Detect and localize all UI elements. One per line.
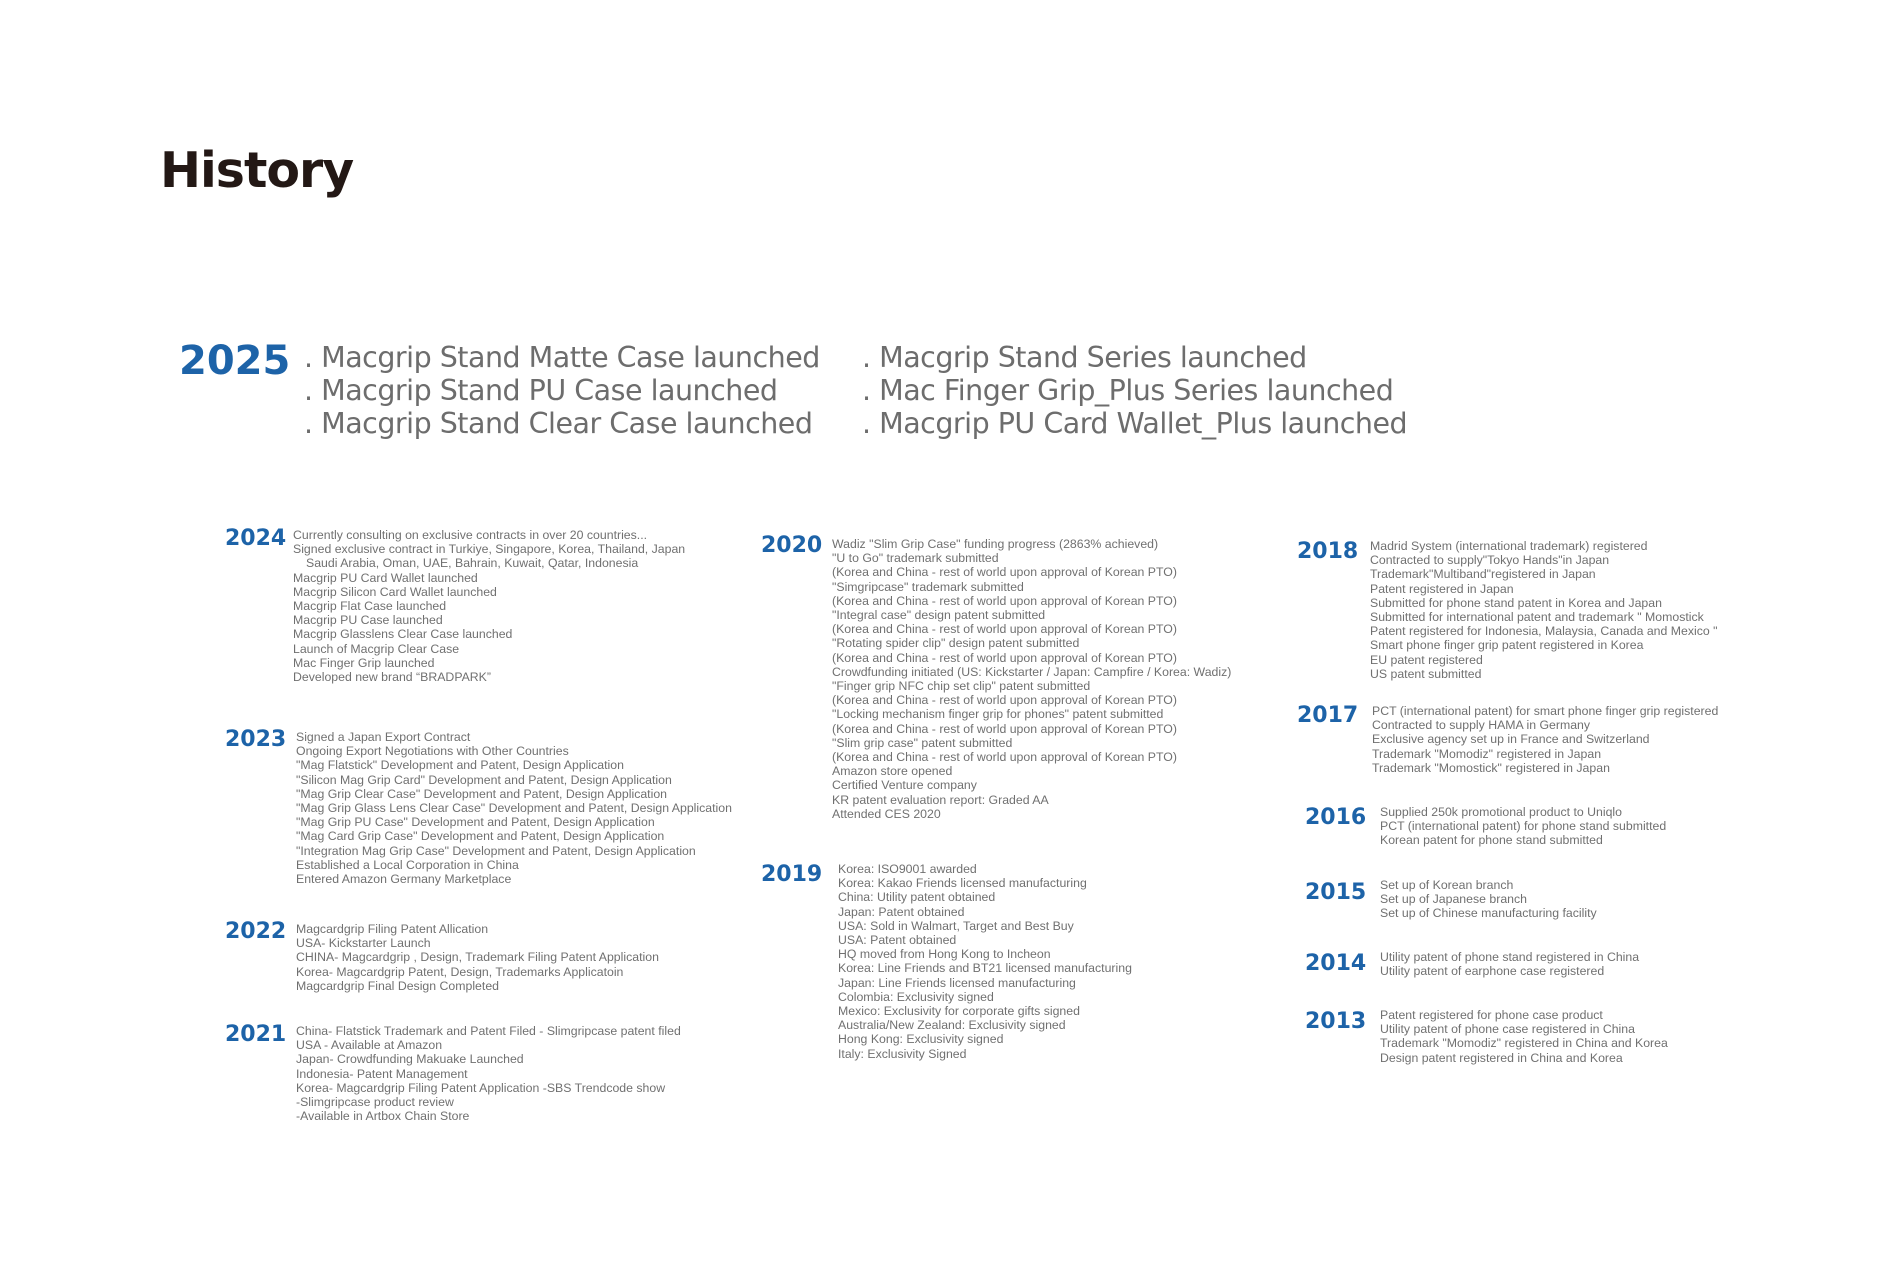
event-item: (Korea and China - rest of world upon approval of Korean PTO) xyxy=(832,622,1177,637)
event-item: Indonesia- Patent Management xyxy=(296,1066,468,1081)
event-item: Japan: Patent obtained xyxy=(838,904,965,919)
event-item: China: Utility patent obtained xyxy=(838,890,996,905)
event-item: Smart phone finger grip patent registered in Korea xyxy=(1370,638,1644,653)
event-item: Macgrip Flat Case launched xyxy=(293,599,447,614)
event-item: "Mag Grip Clear Case" Development and Patent, Design Application xyxy=(296,786,668,801)
year-2019: 2019 xyxy=(761,862,823,887)
event-item: Magcardgrip Final Design Completed xyxy=(296,978,499,993)
event-item: Patent registered for Indonesia, Malaysia, Canada and Mexico " xyxy=(1370,624,1718,639)
event-item: Supplied 250k promotional product to Uniqlo xyxy=(1380,805,1622,819)
event-item: Patent registered for phone case product xyxy=(1380,1008,1603,1022)
event-item: Utility patent of phone case registered in China xyxy=(1380,1022,1635,1037)
event-item: Korean patent for phone stand submitted xyxy=(1380,833,1603,848)
event-item: Amazon store opened xyxy=(832,764,953,779)
event-item: CHINA- Magcardgrip , Design, Trademark Filing Patent Application xyxy=(296,950,659,965)
event-item: Currently consulting on exclusive contracts in over 20 countries... xyxy=(293,528,648,542)
event-item: PCT (international patent) for smart phone finger grip registered xyxy=(1372,704,1719,718)
event-item: Crowdfunding initiated (US: Kickstarter / Japan: Campfire / Korea: Wadiz) xyxy=(832,664,1232,679)
event-item: Korea: Line Friends and BT21 licensed manufacturing xyxy=(838,961,1132,976)
event-item: China- Flatstick Trademark and Patent Filed - Slimgripcase patent filed xyxy=(296,1024,681,1038)
event-item: "Simgripcase" trademark submitted xyxy=(832,579,1024,594)
event-item: HQ moved from Hong Kong to Incheon xyxy=(838,947,1051,962)
event-item: Set up of Korean branch xyxy=(1380,878,1514,892)
event-item: "Mag Grip Glass Lens Clear Case" Development and Patent, Design Application xyxy=(296,801,732,816)
event-item: Hong Kong: Exclusivity signed xyxy=(838,1032,1004,1047)
events-2020 xyxy=(832,537,1231,821)
event-item: Wadiz "Slim Grip Case" funding progress (2863% achieved) xyxy=(832,537,1159,551)
highlights-2025-right xyxy=(862,341,1407,440)
event-item: Colombia: Exclusivity signed xyxy=(838,989,994,1004)
events-2015 xyxy=(1380,878,1597,921)
page-title: History xyxy=(160,142,354,199)
event-item: US patent submitted xyxy=(1370,666,1482,681)
event-item: KR patent evaluation report: Graded AA xyxy=(832,792,1049,807)
year-2025: 2025 xyxy=(179,338,291,384)
events-2013 xyxy=(1380,1008,1668,1065)
event-item: Korea- Magcardgrip Filing Patent Application -SBS Trendcode show xyxy=(296,1080,666,1095)
event-item: -Slimgripcase product review xyxy=(296,1095,454,1110)
event-item: "Integral case" design patent submitted xyxy=(832,608,1046,623)
event-item: Trademark "Momodiz" registered in China and Korea xyxy=(1380,1036,1668,1051)
event-item: Mexico: Exclusivity for corporate gifts signed xyxy=(838,1004,1080,1019)
event-item: EU patent registered xyxy=(1370,652,1483,667)
event-item: Utility patent of phone stand registered in China xyxy=(1380,950,1640,964)
event-item: Japan- Crowdfunding Makuake Launched xyxy=(296,1052,524,1067)
event-item: Saudi Arabia, Oman, UAE, Bahrain, Kuwait, Qatar, Indonesia xyxy=(306,556,639,571)
event-item: (Korea and China - rest of world upon approval of Korean PTO) xyxy=(832,650,1177,665)
event-item: Macgrip PU Case launched xyxy=(293,613,443,628)
event-item: Signed a Japan Export Contract xyxy=(296,730,471,744)
event-item: Trademark"Multiband"registered in Japan xyxy=(1370,567,1596,582)
event-item: Established a Local Corporation in China xyxy=(296,857,519,872)
events-2014 xyxy=(1380,950,1639,978)
event-item: "Mag Card Grip Case" Development and Patent, Design Application xyxy=(296,829,665,844)
event-item: Contracted to supply HAMA in Germany xyxy=(1372,718,1591,733)
event-item: "U to Go" trademark submitted xyxy=(832,551,999,566)
events-2016 xyxy=(1380,805,1666,848)
events-2017 xyxy=(1372,704,1718,775)
event-item: Set up of Japanese branch xyxy=(1380,892,1527,907)
event-item: (Korea and China - rest of world upon approval of Korean PTO) xyxy=(832,693,1177,708)
event-item: Set up of Chinese manufacturing facility xyxy=(1380,906,1597,921)
event-item: Italy: Exclusivity Signed xyxy=(838,1046,967,1061)
event-item: Madrid System (international trademark) registered xyxy=(1370,539,1648,553)
events-2024 xyxy=(293,528,685,684)
event-item: -Available in Artbox Chain Store xyxy=(296,1109,470,1124)
event-item: Macgrip Silicon Card Wallet launched xyxy=(293,584,497,599)
event-item: Japan: Line Friends licensed manufacturing xyxy=(838,975,1076,990)
event-item: "Rotating spider clip" design patent submitted xyxy=(832,636,1080,651)
event-item: Ongoing Export Negotiations with Other Countries xyxy=(296,744,569,759)
event-item: (Korea and China - rest of world upon approval of Korean PTO) xyxy=(832,750,1177,765)
year-2018: 2018 xyxy=(1297,539,1359,564)
event-item: "Integration Mag Grip Case" Development and Patent, Design Application xyxy=(296,843,696,858)
event-item: Certified Venture company xyxy=(832,778,977,793)
event-item: (Korea and China - rest of world upon approval of Korean PTO) xyxy=(832,565,1177,580)
event-item: Attended CES 2020 xyxy=(832,806,941,821)
event-item: (Korea and China - rest of world upon approval of Korean PTO) xyxy=(832,593,1177,608)
event-item: Korea: Kakao Friends licensed manufacturing xyxy=(838,876,1087,891)
event-item: USA: Sold in Walmart, Target and Best Buy xyxy=(838,918,1074,933)
year-2022: 2022 xyxy=(225,919,287,944)
event-item: Signed exclusive contract in Turkiye, Singapore, Korea, Thailand, Japan xyxy=(293,542,686,557)
event-item: Entered Amazon Germany Marketplace xyxy=(296,872,512,887)
event-item: Design patent registered in China and Korea xyxy=(1380,1050,1623,1065)
year-2014: 2014 xyxy=(1305,951,1367,976)
event-item: Korea: ISO9001 awarded xyxy=(838,862,977,876)
event-item: Submitted for phone stand patent in Korea and Japan xyxy=(1370,595,1662,610)
year-2016: 2016 xyxy=(1305,805,1367,830)
year-2023: 2023 xyxy=(225,727,287,752)
event-item: Submitted for international patent and trademark " Momostick xyxy=(1370,610,1704,625)
event-item: "Locking mechanism finger grip for phones" patent submitted xyxy=(832,707,1164,722)
year-2013: 2013 xyxy=(1305,1009,1367,1034)
year-2024: 2024 xyxy=(225,526,287,551)
event-item: "Silicon Mag Grip Card" Development and Patent, Design Application xyxy=(296,772,672,787)
event-item: Contracted to supply"Tokyo Hands"in Japan xyxy=(1370,553,1610,568)
event-item: "Mag Flatstick" Development and Patent, Design Application xyxy=(296,758,624,773)
event-item: "Mag Grip PU Case" Development and Patent, Design Application xyxy=(296,815,655,830)
highlight-item: . Macgrip Stand PU Case launched xyxy=(304,374,778,407)
event-item: Launch of Macgrip Clear Case xyxy=(293,641,460,656)
event-item: USA- Kickstarter Launch xyxy=(296,936,431,951)
event-item: "Slim grip case" patent submitted xyxy=(832,735,1013,750)
events-2019 xyxy=(838,862,1132,1061)
event-item: Trademark "Momodiz" registered in Japan xyxy=(1372,746,1602,761)
highlight-item: . Mac Finger Grip_Plus Series launched xyxy=(862,374,1394,407)
event-item: Utility patent of earphone case registered xyxy=(1380,964,1605,979)
highlights-2025-left xyxy=(304,341,820,440)
highlight-item: . Macgrip Stand Series launched xyxy=(862,341,1307,374)
event-item: Exclusive agency set up in France and Switzerland xyxy=(1372,732,1650,747)
events-2023 xyxy=(296,730,732,886)
events-2018 xyxy=(1370,539,1718,681)
event-item: Patent registered in Japan xyxy=(1370,581,1514,596)
highlight-item: . Macgrip Stand Clear Case launched xyxy=(304,407,813,440)
year-2017: 2017 xyxy=(1297,703,1359,728)
year-2021: 2021 xyxy=(225,1022,287,1047)
year-2020: 2020 xyxy=(761,533,823,558)
event-item: Developed new brand “BRADPARK” xyxy=(293,670,491,685)
event-item: Korea- Magcardgrip Patent, Design, Trademarks Applicatoin xyxy=(296,964,624,979)
highlight-item: . Macgrip Stand Matte Case launched xyxy=(304,341,820,374)
event-item: USA - Available at Amazon xyxy=(296,1038,443,1053)
event-item: Macgrip Glasslens Clear Case launched xyxy=(293,627,513,642)
event-item: Mac Finger Grip launched xyxy=(293,655,435,670)
event-item: USA: Patent obtained xyxy=(838,933,957,948)
events-2022 xyxy=(296,922,659,993)
highlight-item: . Macgrip PU Card Wallet_Plus launched xyxy=(862,407,1408,440)
event-item: Macgrip PU Card Wallet launched xyxy=(293,570,478,585)
events-2021 xyxy=(296,1024,681,1123)
event-item: (Korea and China - rest of world upon approval of Korean PTO) xyxy=(832,721,1177,736)
year-2015: 2015 xyxy=(1305,880,1367,905)
event-item: Australia/New Zealand: Exclusivity signed xyxy=(838,1018,1066,1033)
event-item: PCT (international patent) for phone stand submitted xyxy=(1380,819,1667,834)
event-item: "Finger grip NFC chip set clip" patent submitted xyxy=(832,679,1091,694)
event-item: Trademark "Momostick" registered in Japan xyxy=(1372,760,1610,775)
event-item: Magcardgrip Filing Patent Allication xyxy=(296,922,489,936)
